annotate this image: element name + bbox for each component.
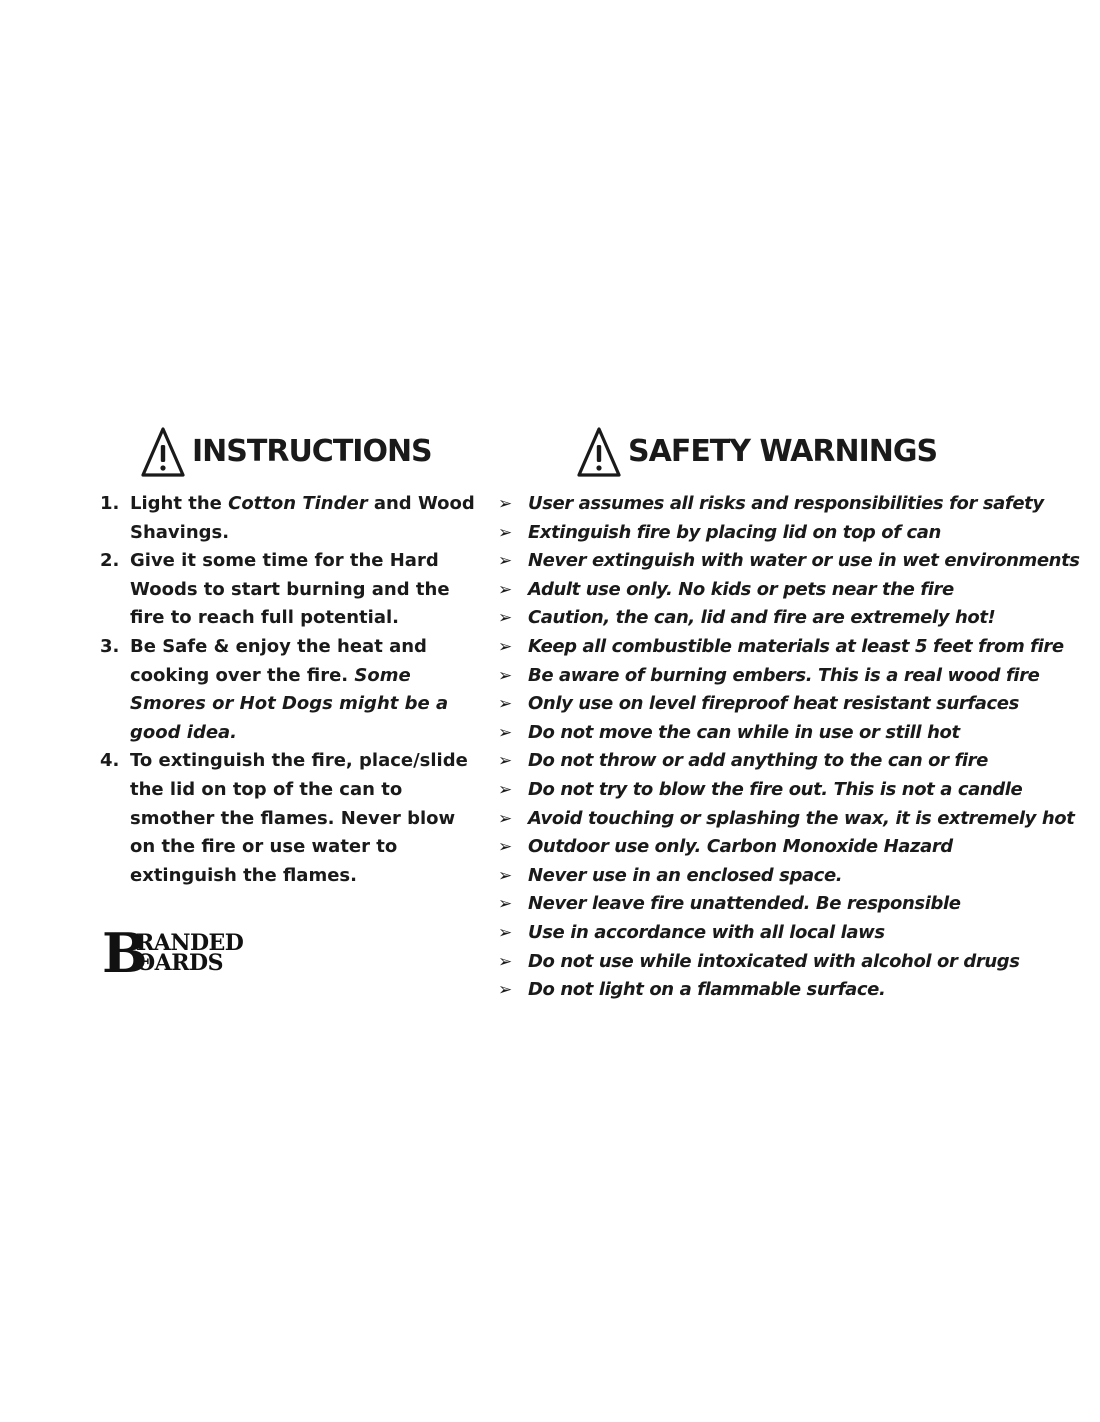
step-number: 3.: [100, 635, 120, 657]
step-text: [130, 747, 480, 890]
step-text-italic: Some Smores or Hot Dogs might be a good idea.: [130, 664, 449, 743]
safety-warnings-list: [498, 490, 1080, 1005]
branded-boards-logo: [102, 921, 272, 985]
instructions-section: [100, 422, 480, 890]
instruction-step: [100, 633, 480, 747]
warning-item: [498, 776, 1058, 805]
arrow-bullet-icon: ➢: [498, 522, 512, 543]
arrow-bullet-icon: ➢: [498, 494, 512, 514]
warning-triangle-icon: [140, 425, 186, 479]
step-text: [130, 547, 480, 633]
warning-text: Adult use only. No kids or pets near the fire: [528, 578, 954, 600]
warning-text: Do not try to blow the fire out. This is not a candle: [528, 778, 1023, 800]
arrow-bullet-icon: ➢: [498, 865, 512, 886]
warning-item: [498, 976, 1058, 1005]
safety-warnings-heading: [576, 422, 1058, 482]
warning-text: Avoid touching or splashing the wax, it is extremely hot: [528, 807, 1075, 829]
instructions-heading: [140, 422, 480, 482]
warning-text: Do not use while intoxicated with alcohol or drugs: [528, 950, 1020, 972]
warning-text: Extinguish fire by placing lid on top of can: [528, 521, 941, 543]
arrow-bullet-icon: ➢: [498, 551, 512, 572]
arrow-bullet-icon: ➢: [498, 894, 512, 915]
instructions-list: [100, 490, 480, 890]
warning-text: Use in accordance with all local laws: [528, 921, 885, 943]
warning-text: Caution, the can, lid and fire are extremely hot!: [528, 607, 996, 629]
warning-item: [498, 862, 1058, 891]
instructions-title: INSTRUCTIONS: [192, 434, 432, 469]
warning-text: Outdoor use only. Carbon Monoxide Hazard: [528, 836, 953, 858]
arrow-bullet-icon: ➢: [498, 665, 512, 686]
arrow-bullet-icon: ➢: [498, 751, 512, 772]
step-number: 1.: [100, 493, 120, 514]
step-number: 2.: [100, 550, 120, 572]
instruction-step: [100, 747, 480, 890]
warning-item: [498, 604, 1058, 633]
warning-text: Never use in an enclosed space.: [528, 864, 843, 886]
warning-text: Keep all combustible materials at least 5 feet from fire: [528, 635, 1064, 657]
warning-text: Never leave fire unattended. Be responsible: [528, 893, 961, 915]
warning-item: [498, 547, 1080, 576]
arrow-bullet-icon: ➢: [498, 636, 512, 657]
step-text: [130, 633, 480, 747]
warning-item: [498, 719, 1058, 748]
safety-warnings-title: SAFETY WARNINGS: [628, 434, 938, 469]
logo-line-1: RANDED: [136, 930, 244, 956]
step-text-part: To extinguish the fire, place/slide the lid on top of the can to smother the flames. Never blow on the fire or use water to extinguish the flames.: [130, 750, 468, 886]
warning-triangle-icon: [576, 425, 622, 479]
arrow-bullet-icon: ➢: [498, 922, 512, 943]
arrow-bullet-icon: ➢: [498, 608, 512, 629]
arrow-bullet-icon: ➢: [498, 951, 512, 972]
arrow-bullet-icon: ➢: [498, 837, 512, 858]
step-text-italic: Cotton Tinder: [228, 493, 368, 514]
instruction-step: [100, 547, 480, 633]
warning-item: [498, 747, 1058, 776]
warning-text: Do not light on a flammable surface.: [528, 979, 886, 1001]
warning-text: Only use on level fireproof heat resistant surfaces: [528, 693, 1019, 715]
arrow-bullet-icon: ➢: [498, 722, 512, 743]
warning-text: Never extinguish with water or use in wet environments: [528, 550, 1080, 572]
warning-item: [498, 833, 1058, 862]
warning-item: [498, 919, 1058, 948]
warning-item: [498, 805, 1075, 834]
logo-initial: B: [102, 921, 148, 985]
logo-line-2: ΘARDS: [136, 950, 223, 976]
warning-text: User assumes all risks and responsibilities for safety: [528, 493, 1044, 514]
arrow-bullet-icon: ➢: [498, 980, 512, 1001]
warning-item: [498, 890, 1058, 919]
step-text-part: Be Safe & enjoy the heat and cooking over the fire.: [130, 635, 427, 686]
warning-text: Do not throw or add anything to the can or fire: [528, 750, 988, 772]
arrow-bullet-icon: ➢: [498, 779, 512, 800]
instruction-step: [100, 490, 480, 547]
safety-warnings-section: [498, 422, 1080, 1005]
warning-item: [498, 519, 1058, 548]
step-number: 4.: [100, 750, 120, 772]
arrow-bullet-icon: ➢: [498, 808, 512, 829]
step-text-part: Light the: [130, 493, 229, 514]
step-text-part: and Wood Shavings.: [130, 493, 475, 543]
arrow-bullet-icon: ➢: [498, 694, 512, 715]
step-text-part: Give it some time for the Hard Woods to start burning and the fire to reach full potential.: [130, 550, 450, 629]
warning-item: [498, 633, 1064, 662]
warning-text: Be aware of burning embers. This is a real wood fire: [528, 664, 1040, 686]
step-text: [130, 490, 480, 547]
warning-item: [498, 662, 1058, 691]
warning-item: [498, 690, 1058, 719]
warning-text: Do not move the can while in use or still hot: [528, 721, 960, 743]
warning-item: [498, 490, 1058, 519]
warning-item: [498, 948, 1058, 977]
arrow-bullet-icon: ➢: [498, 579, 512, 600]
warning-item: [498, 576, 1058, 605]
